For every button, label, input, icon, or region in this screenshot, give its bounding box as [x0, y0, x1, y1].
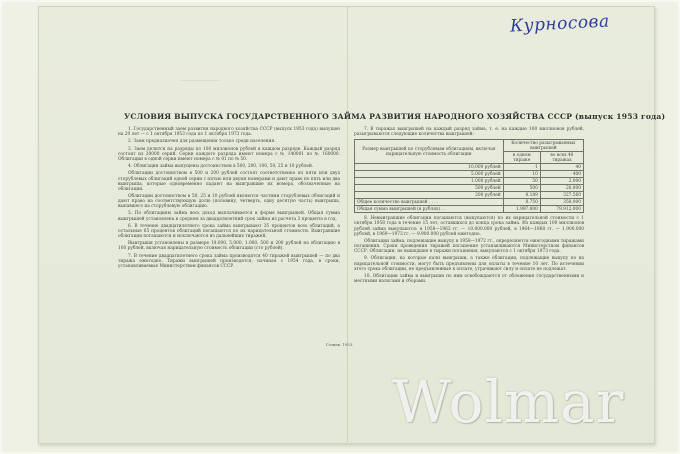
total-count-all: 350.000 — [540, 199, 583, 206]
all-draws-count: 327.560 — [540, 192, 583, 199]
total-count-label: Общее количество выигрышей . . . . — [355, 199, 504, 206]
table-row — [355, 178, 584, 185]
faded-mark — [180, 70, 220, 81]
all-draws-count: 20.000 — [540, 185, 583, 192]
paragraph: Облигации займа, подлежащие выкупу в 1958—1972 гг., определяются ежегодными тиражами погашения. Сроки проведения тиражей погашения устанавливаются Министерством финансов СССР. Облигации, не вышедшие в тиражи погашения, выкупаются с 1 октября 1973 года. — [354, 238, 584, 255]
one-draw-count: 10 — [503, 171, 540, 178]
paragraph: 2. Заем предназначен для размещения только среди населения. — [128, 139, 276, 145]
fold-crease — [347, 6, 348, 442]
one-draw-count: 500 — [503, 185, 540, 192]
one-draw-count: 50 — [503, 178, 540, 185]
paragraph: 8. Невыигравшие облигации погашаются (выкупаются) по их нарицательной стоимости с 1 октября 1958 года в течение 15 лет, оставшихся до конца срока займа. Из каждых 100 миллионов рублей займа выкупаются: в 1958—1963 гг. — 10.000.000 рублей, в 1964—1968 гг. — 1.900.000 рублей, в 1969—1973 гг. — 9.900.000 рублей ежегодно. — [354, 216, 584, 237]
paragraph: 1. Государственный заем развития народного хозяйства СССР (выпуск 1953 года) выпущен на 20 лет — с 1 октября 1953 года по 1 октября 1973 года. — [118, 127, 340, 138]
all-draws-count: 400 — [540, 171, 583, 178]
prize-table — [354, 139, 584, 213]
total-sum-one: 1.997.800 — [503, 206, 540, 213]
total-sum-label: Общая сумма выигрышей (в рублях) . . — [355, 206, 504, 213]
printer-imprint: Гознак. 1953. — [326, 342, 354, 347]
conditions-heading: УСЛОВИЯ ВЫПУСКА ГОСУДАРСТВЕННОГО ЗАЙМА РАЗВИТИЯ НАРОДНОГО ХОЗЯЙСТВА СССР (выпуск 1953 года) — [124, 112, 666, 121]
paragraph: 7. В тиражах выигрышей на каждый разряд займа, т. е. на каждые 100 миллионов рублей, разыгрываются следующие количества выигрышей: — [354, 127, 584, 138]
prize-amount: 200 рублей — [355, 192, 504, 199]
right-column — [354, 127, 584, 286]
prize-amount: 1.000 рублей — [355, 178, 504, 185]
total-count-row — [355, 199, 584, 206]
all-draws-count: 2.000 — [540, 178, 583, 185]
paragraph: Облигации достоинством в 50, 25 и 10 рублей являются частями сторублевых облигаций и дают право на соответствующую долю (половину, четверть, одну десятую часть) выигрыша, выпавшего на сторублевую облигацию. — [118, 193, 340, 210]
left-column — [118, 127, 340, 271]
one-draw-count: 8.189 — [503, 192, 540, 199]
table-row — [355, 164, 584, 171]
prize-amount: 5.000 рублей — [355, 171, 504, 178]
prize-count-header: Количество разыгрываемых выигрышей — [503, 140, 583, 152]
table-row — [355, 171, 584, 178]
paragraph: 9. Облигации, на которые пали выигрыши, а также облигации, подлежащие выкупу по их нарицательной стоимости, могут быть предъявлены для оплаты в течение 10 лет. По истечении этого срока облигации, не предъявленные к оплате, утрачивают силу и оплате не подлежат. — [354, 256, 584, 272]
total-count-one: 8.750 — [503, 199, 540, 206]
prize-size-header: Размер выигрышей по сторублевым облигациям, включая нарицательную стоимость облигации — [355, 140, 504, 164]
paragraph: 7. В течение двадцатилетнего срока займа производятся 40 тиражей выигрышей — по два тиража ежегодно. Тиражи выигрышей производятся, начиная с 1954 года, в сроки, устанавливаемые Министерством финансов СССР. — [118, 253, 340, 269]
paragraph: Выигрыши установлены в размере 10.000, 5.000, 1.000, 500 и 200 рублей на облигацию в 100 рублей, включая нарицательную стоимость облигации (сто рублей). — [118, 241, 340, 252]
paragraph: 6. В течение двадцатилетнего срока займа выигрывают 35 процентов всех облигаций, а остальные 65 процентов облигаций погашаются по их нарицательной стоимости. Выигравшие облигации погашаются и исключаются из дальнейших тиражей. — [118, 223, 340, 239]
paragraph: Облигации достоинством в 500 и 200 рублей состоят соответственно из пяти или двух сторублевых облигаций одной серии с пятью или двумя номерами и дают право по пять или два выигрыша, которые одновременно падают на выигравшие их номера, обозначенные на облигации. — [118, 171, 340, 192]
prize-amount: 10.000 рублей — [355, 164, 504, 171]
all-draws-count: 40 — [540, 164, 583, 171]
all-draws-header: во всех 40 тиражах — [540, 152, 583, 164]
paragraph: 4. Облигации займа выпущены достоинством в 500, 200, 100, 50, 25 и 10 рублей. — [128, 164, 314, 170]
paragraph: 3. Заем делится на разряды по 100 миллионов рублей в каждом разряде. Каждый разряд состоит из 20000 серий. Серии каждого разряда имеют номера с № 140001 по № 160000. Облигации в одной серии имеют номера с № 01 по № 50. — [118, 146, 340, 162]
table-row — [355, 185, 584, 192]
one-draw-count: 1 — [503, 164, 540, 171]
prize-amount: 500 рублей — [355, 185, 504, 192]
auction-watermark: Wolmar — [392, 368, 625, 436]
paragraph: 10. Облигации займа и выигрыши по ним освобождаются от обложения государственными и местными налогами и сборами. — [354, 273, 584, 284]
handwritten-signature: Курносова — [509, 11, 611, 37]
table-row — [355, 192, 584, 199]
paragraph: 5. По облигациям займа весь доход выплачивается в форме выигрышей. Общая сумма выигрышей установлена в среднем за двадцатилетний срок займа из расчета 3 процента в год. — [118, 211, 340, 222]
total-sum-all: 79.912.000 — [540, 206, 583, 213]
total-sum-row — [355, 206, 584, 213]
one-draw-header: в одном тираже — [503, 152, 540, 164]
